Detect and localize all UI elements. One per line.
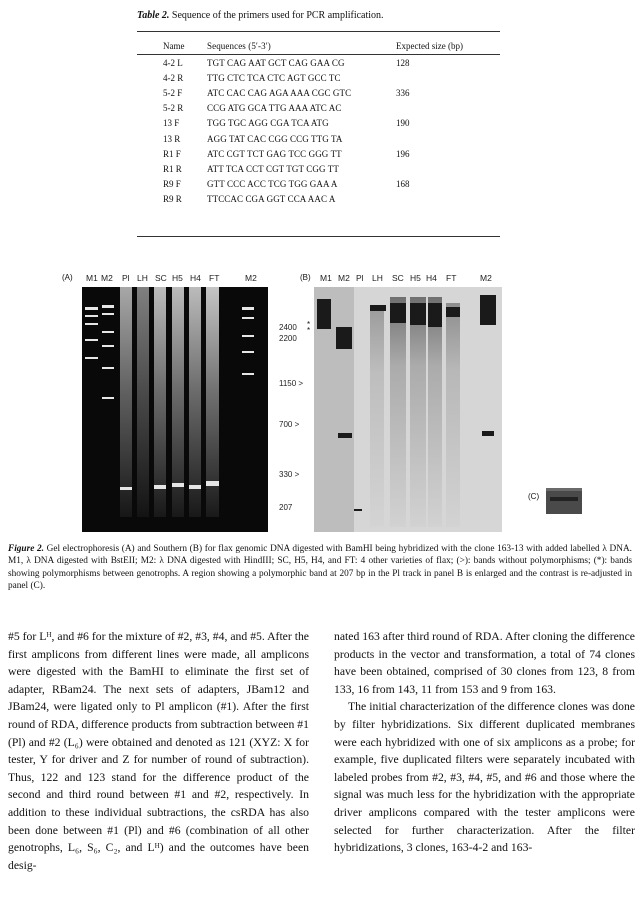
table-row	[163, 146, 476, 161]
primer-sequence-cell: CCG ATG GCA TTG AAA ATC AC	[207, 103, 342, 114]
panel-b-size-label: 207	[279, 503, 293, 512]
header-name: Name	[163, 40, 185, 51]
panel-c-tag: (C)	[528, 492, 540, 501]
body-paragraph: #5 for Lᴴ, and #6 for the mixture of #2, #3, #4, and #5. After the first amplicons from different lines were made, all amplicons were digested with the BamHI to eliminate the first set of adapter, RBam24. The next sets of adapters, JBam12 and JBam24, were ligated only to Pl amplicon (#1). After the first round of RDA, difference products from subtraction between #1 (Pl) and #2 (L₆) were obtained and denoted as 121 (XYZ: X for tester, Y for driver and Z for number of round of subtraction). Thus, 122 and 123 stand for the difference product of the second and third round between #1 and #2, respectively. In addition to these individual subtractions, the csRDA has also been done between #1 (Pl) and #6 (combination of all other genotrophs, L₆, S₆, C₂, and Lᴴ) and the outcomes have been desig-	[8, 630, 309, 872]
panel-b-lane-label: LH	[372, 273, 383, 283]
panel-b-size-label: 330 >	[279, 470, 300, 479]
panel-a-lane-label: H4	[190, 273, 201, 283]
panel-c-enlarged-image	[546, 488, 582, 514]
expected-size-cell	[396, 192, 476, 207]
panel-b-lane-label: M2	[480, 273, 492, 283]
panel-b-lane-label: H5	[410, 273, 421, 283]
table-row	[163, 116, 476, 131]
panel-b-lane-label: SC	[392, 273, 404, 283]
figure-caption-text: Gel electrophoresis (A) and Southern (B) for flax genomic DNA digested with BamHI being hybridized with the clone 163-13 with added labelled λ DNA. M1, λ DNA digested with BstEII; M2: λ DNA digested with HindIII; SC, H5, H4, and FT: 4 other varieties of flax; (>): bands without polymorphisms; (*): bands showing polymorphisms between genotrophs. A region showing a polymorphic band at 207 bp in the Pl track in panel B is enlarged and the contrast is re-adjusted in panel (C).	[8, 544, 632, 592]
panel-b-lane-label: M1	[320, 273, 332, 283]
primer-name-cell: R9 R	[163, 194, 182, 205]
expected-size-cell: 190	[396, 118, 410, 129]
table-bottom-rule	[137, 236, 500, 237]
panel-a-lane-label: FT	[209, 273, 220, 283]
panel-b-lane-label: M2	[338, 273, 350, 283]
body-paragraph: nated 163 after third round of RDA. After cloning the difference products in the vector and transformation, a total of 74 clones have been obtained, comprised of 30 clones from 123, 8 from 133, 16 from 143, 11 from 153 and 9 from 163.	[334, 630, 635, 696]
expected-size-cell	[396, 131, 476, 146]
primer-name-cell: 4-2 L	[163, 57, 183, 68]
table-row	[163, 85, 476, 100]
primer-sequence-cell: ATT TCA CCT CGT TGT CGG TT	[207, 163, 339, 174]
panel-a-lane-label: LH	[137, 273, 148, 283]
panel-b-lane-smears	[370, 297, 460, 527]
expected-size-cell: 128	[396, 57, 410, 68]
primer-sequence-cell: ATC CAC CAG AGA AAA CGC GTC	[207, 87, 352, 98]
body-right-column	[334, 628, 635, 857]
table-row	[163, 177, 476, 192]
table-title-text: Sequence of the primers used for PCR amplification.	[171, 10, 384, 21]
primer-sequence-cell: TTCCAC CGA GGT CCA AAC A	[207, 194, 336, 205]
table-row	[163, 55, 476, 70]
panel-b-size-label: 700 >	[279, 420, 300, 429]
header-sequence: Sequences (5′-3′)	[207, 40, 271, 51]
table-header-row	[163, 36, 476, 55]
panel-b-size-label: 2200	[279, 334, 297, 343]
panel-b-size-label: 1150 >	[279, 379, 304, 388]
primer-name-cell: R1 F	[163, 148, 181, 159]
panel-b-lane-label: Pl	[356, 273, 364, 283]
body-paragraph: The initial characterization of the difference clones was done by filter hybridizations. Six different duplicated membranes were each hybridized with one of six amplicons as a probe; for example, five duplicated filters were separately incubated with labeled probes from #2, #3, #4, #5, and #6 and those where the signal was much less for the hybridization with the appropriate driver amplicons compared with the tester amplicons were selected for further characterization. After the filter hybridizations, 3 clones, 163-4-2 and 163-	[334, 700, 635, 855]
header-size: Expected size (bp)	[396, 40, 463, 51]
panel-a-lane-label: SC	[155, 273, 167, 283]
table-row	[163, 161, 476, 176]
body-left-column	[8, 628, 309, 874]
primer-name-cell: 13 R	[163, 133, 181, 144]
panel-b-tag: (B)	[300, 273, 311, 282]
primer-sequence-cell: AGG TAT CAC CGG CCG TTG TA	[207, 133, 343, 144]
expected-size-cell	[396, 101, 476, 116]
table-title	[137, 10, 384, 21]
primer-name-cell: 5-2 F	[163, 87, 183, 98]
figure-caption	[8, 543, 632, 593]
table-row	[163, 101, 476, 116]
primer-name-cell: R1 R	[163, 163, 182, 174]
panel-a-gel-image	[82, 287, 268, 532]
primer-name-cell: 4-2 R	[163, 72, 184, 83]
panel-a-lane-label: H5	[172, 273, 183, 283]
primer-sequence-cell: TGT CAG AAT GCT CAG GAA CG	[207, 57, 345, 68]
primer-table	[163, 36, 476, 207]
expected-size-cell: 336	[396, 87, 410, 98]
primer-name-cell: 13 F	[163, 118, 180, 129]
primer-name-cell: R9 F	[163, 179, 181, 190]
panel-b-polymorphism-stars: * *	[307, 320, 311, 335]
expected-size-cell: 168	[396, 179, 410, 190]
panel-a-lane-label: M2	[245, 273, 257, 283]
expected-size-cell	[396, 161, 476, 176]
primer-name-cell: 5-2 R	[163, 103, 184, 114]
table-row	[163, 131, 476, 146]
panel-b-size-label: 2400	[279, 323, 297, 332]
panel-a-tag: (A)	[62, 273, 73, 282]
table-row	[163, 70, 476, 85]
primer-sequence-cell: TTG CTC TCA CTC AGT GCC TC	[207, 72, 341, 83]
figure-label: Figure 2.	[8, 544, 44, 554]
expected-size-cell: 196	[396, 148, 410, 159]
table-row	[163, 192, 476, 207]
primer-sequence-cell: ATC CGT TCT GAG TCC GGG TT	[207, 148, 342, 159]
table-top-rule	[137, 31, 500, 32]
panel-a-lane-label: M2	[101, 273, 113, 283]
panel-a-lane-label: Pl	[122, 273, 130, 283]
panel-b-lane-label: H4	[426, 273, 437, 283]
panel-b-lane-label: FT	[446, 273, 457, 283]
panel-b-southern-image	[314, 287, 502, 532]
expected-size-cell	[396, 70, 476, 85]
panel-a-lane-label: M1	[86, 273, 98, 283]
table-label: Table 2.	[137, 10, 170, 21]
primer-sequence-cell: GTT CCC ACC TCG TGG GAA A	[207, 179, 338, 190]
primer-sequence-cell: TGG TGC AGG CGA TCA ATG	[207, 118, 329, 129]
